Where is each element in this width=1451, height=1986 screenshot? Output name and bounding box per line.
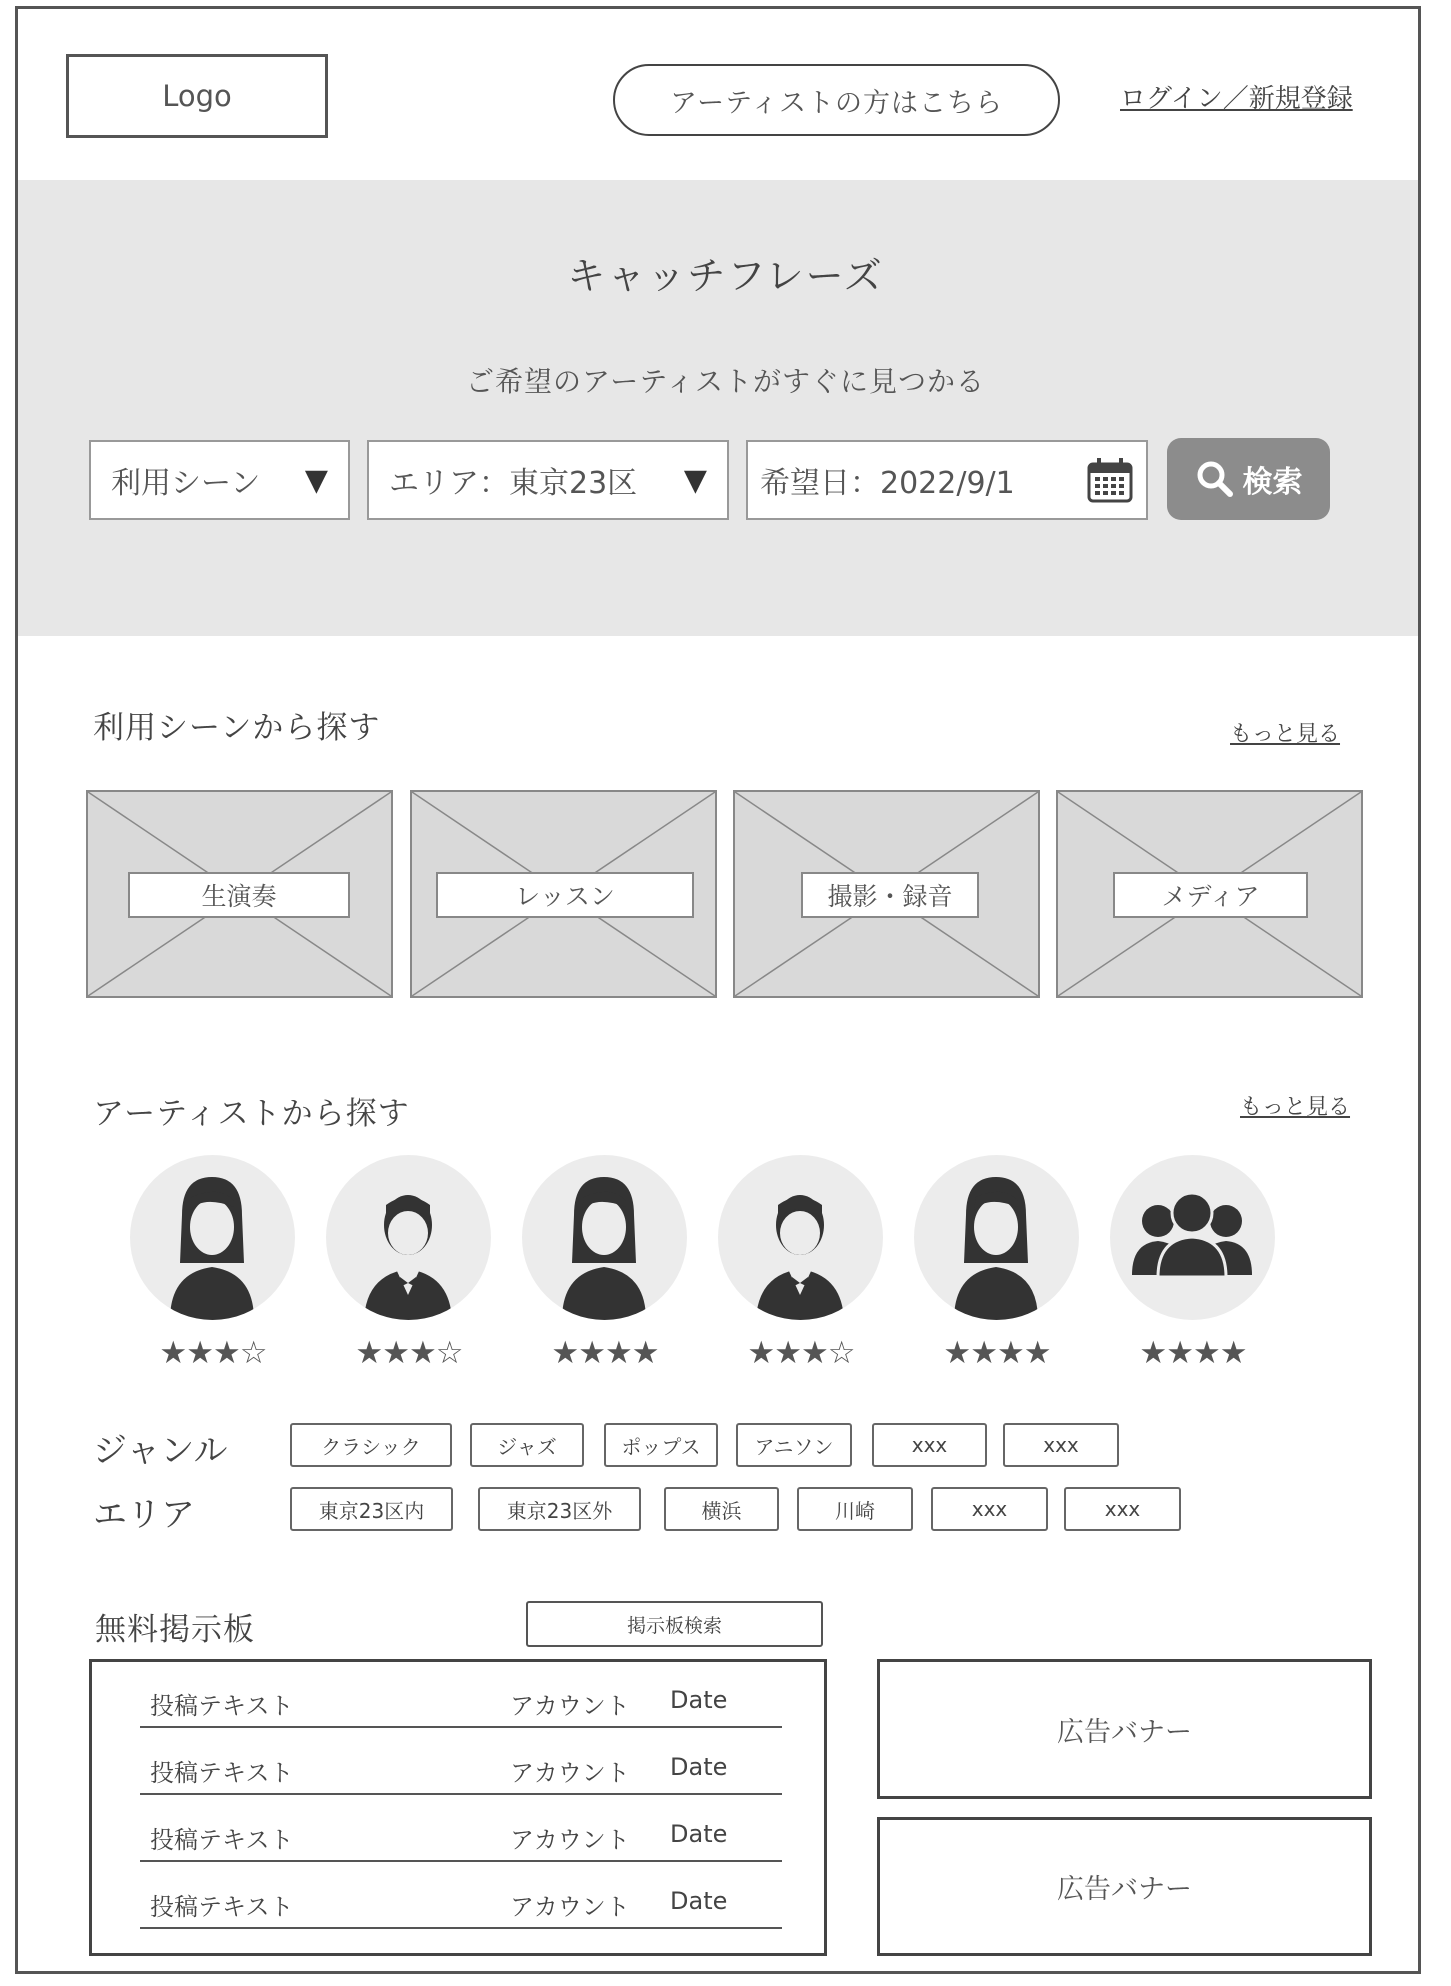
board-post-row[interactable] <box>140 1662 782 1728</box>
scene-select-label: 利用シーン <box>111 466 261 501</box>
search-icon <box>1195 459 1235 499</box>
scene-select[interactable] <box>89 440 350 520</box>
genre-tag[interactable]: アニソン <box>736 1423 852 1467</box>
dropdown-arrow-icon: ▼ <box>683 462 707 498</box>
scene-card-label: レッスン <box>436 872 694 918</box>
female-person-icon <box>130 1155 295 1320</box>
post-account: アカウント <box>510 1826 630 1854</box>
board-search-button[interactable]: 掲示板検索 <box>526 1601 823 1647</box>
area-select[interactable] <box>367 440 729 520</box>
area-select-label: エリア：東京23区 <box>389 466 638 501</box>
rating-stars: ★★★☆ <box>355 1335 463 1371</box>
post-date: Date <box>670 1887 728 1915</box>
post-account: アカウント <box>510 1692 630 1720</box>
hero-subtitle: ご希望のアーティストがすぐに見つかる <box>466 365 985 398</box>
group-icon <box>1110 1155 1275 1320</box>
date-field-label: 希望日：2022/9/1 <box>760 466 1015 501</box>
post-date: Date <box>670 1820 728 1848</box>
board-post-row[interactable] <box>140 1729 782 1795</box>
genre-label: ジャンル <box>93 1431 228 1471</box>
post-date: Date <box>670 1753 728 1781</box>
area-tag[interactable]: xxx <box>931 1487 1048 1531</box>
post-text: 投稿テキスト <box>150 1893 294 1921</box>
genre-tag[interactable]: クラシック <box>290 1423 452 1467</box>
artist-avatar-male[interactable] <box>326 1155 491 1320</box>
scene-card-label: 生演奏 <box>128 872 350 918</box>
area-tag[interactable]: 横浜 <box>664 1487 779 1531</box>
post-account: アカウント <box>510 1759 630 1787</box>
male-person-icon <box>718 1155 883 1320</box>
board-post-row[interactable] <box>140 1863 782 1929</box>
rating-stars: ★★★★ <box>551 1335 659 1371</box>
artist-more-link[interactable]: もっと見る <box>1240 1095 1351 1120</box>
rating-stars: ★★★☆ <box>747 1335 855 1371</box>
area-tag[interactable]: 東京23区内 <box>290 1487 453 1531</box>
ad-banner[interactable]: 広告バナー <box>877 1817 1372 1956</box>
scene-card-lesson[interactable] <box>410 790 717 998</box>
female-person-icon <box>522 1155 687 1320</box>
artist-avatar-group[interactable] <box>1110 1155 1275 1320</box>
post-text: 投稿テキスト <box>150 1692 294 1720</box>
logo[interactable] <box>66 54 328 138</box>
genre-tag[interactable]: ポップス <box>604 1423 718 1467</box>
search-button-label: 検索 <box>1242 465 1303 500</box>
rating-stars: ★★★★ <box>1139 1335 1247 1371</box>
catchphrase: キャッチフレーズ <box>567 254 884 298</box>
post-date: Date <box>670 1686 728 1714</box>
artist-avatar-female[interactable] <box>130 1155 295 1320</box>
scene-more-link[interactable]: もっと見る <box>1230 722 1341 747</box>
scene-card-live[interactable] <box>86 790 393 998</box>
area-tag[interactable]: 東京23区外 <box>478 1487 641 1531</box>
calendar-icon[interactable] <box>1086 456 1134 504</box>
area-label: エリア <box>93 1495 195 1535</box>
female-person-icon <box>914 1155 1079 1320</box>
genre-tag[interactable]: xxx <box>872 1423 987 1467</box>
artist-avatar-female[interactable] <box>914 1155 1079 1320</box>
date-field[interactable] <box>746 440 1148 520</box>
dropdown-arrow-icon: ▼ <box>304 462 328 498</box>
scene-card-label: メディア <box>1113 872 1308 918</box>
genre-tag[interactable]: xxx <box>1003 1423 1119 1467</box>
artist-avatar-female[interactable] <box>522 1155 687 1320</box>
scene-card-recording[interactable] <box>733 790 1040 998</box>
login-register-link[interactable]: ログイン／新規登録 <box>1120 84 1353 114</box>
search-button[interactable] <box>1167 438 1330 520</box>
post-account: アカウント <box>510 1893 630 1921</box>
area-tag[interactable]: xxx <box>1064 1487 1181 1531</box>
artist-entry-button[interactable]: アーティストの方はこちら <box>613 64 1060 136</box>
scene-card-label: 撮影・録音 <box>801 872 979 918</box>
post-text: 投稿テキスト <box>150 1826 294 1854</box>
board-title: 無料掲示板 <box>95 1612 255 1648</box>
logo-text: Logo <box>162 79 232 113</box>
male-person-icon <box>326 1155 491 1320</box>
artist-section-title: アーティストから探す <box>93 1096 410 1132</box>
board-list <box>89 1659 827 1956</box>
rating-stars: ★★★☆ <box>159 1335 267 1371</box>
genre-tag[interactable]: ジャズ <box>470 1423 584 1467</box>
scene-section-title: 利用シーンから探す <box>93 710 381 746</box>
artist-avatar-male[interactable] <box>718 1155 883 1320</box>
board-post-row[interactable] <box>140 1796 782 1862</box>
rating-stars: ★★★★ <box>943 1335 1051 1371</box>
scene-card-media[interactable] <box>1056 790 1363 998</box>
area-tag[interactable]: 川崎 <box>797 1487 913 1531</box>
ad-banner[interactable]: 広告バナー <box>877 1659 1372 1799</box>
post-text: 投稿テキスト <box>150 1759 294 1787</box>
